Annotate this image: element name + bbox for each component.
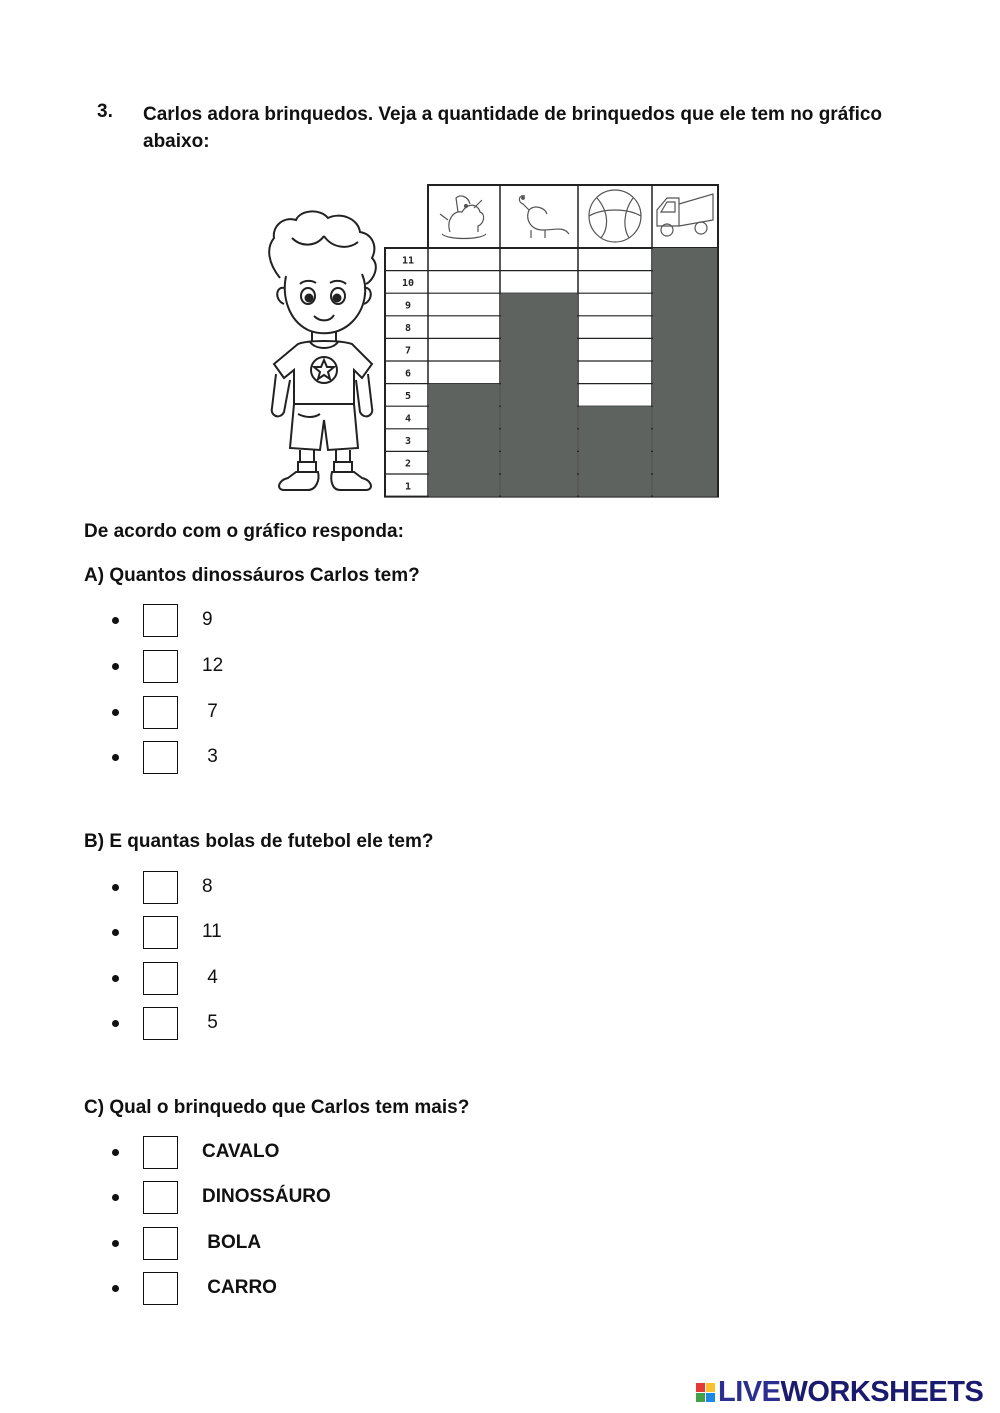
option-label: CAVALO — [202, 1141, 280, 1162]
answer-checkbox[interactable] — [143, 604, 178, 637]
option-label: 3 — [202, 746, 218, 767]
y-tick-label: 3 — [404, 436, 412, 448]
boy-illustration — [262, 208, 387, 498]
question-c-option — [112, 1179, 331, 1215]
bullet-icon — [112, 975, 119, 982]
bullet-icon — [112, 1194, 119, 1201]
logo-mark-icon — [696, 1383, 715, 1402]
question-a-heading: A) Quantos dinossáuros Carlos tem? — [84, 565, 420, 586]
option-label: 9 — [202, 609, 213, 630]
answer-checkbox[interactable] — [143, 871, 178, 904]
question-b-option — [112, 914, 222, 950]
bar-dinossáuro — [501, 293, 577, 496]
bar-bola — [579, 406, 651, 496]
answer-checkbox[interactable] — [143, 1272, 178, 1305]
option-label: CARRO — [202, 1277, 277, 1298]
question-text: Carlos adora brinquedos. Veja a quantidade de brinquedos que ele tem no gráfico abaixo: — [143, 104, 883, 152]
bullet-icon — [112, 1149, 119, 1156]
question-b-heading: B) E quantas bolas de futebol ele tem? — [84, 831, 434, 852]
logo-text-worksheets: WORKSHEETS — [780, 1376, 984, 1408]
option-label: 7 — [202, 701, 218, 722]
bar-carro — [653, 248, 717, 497]
y-tick-label: 6 — [404, 368, 412, 380]
question-a-option — [112, 648, 223, 684]
answer-checkbox[interactable] — [143, 696, 178, 729]
bullet-icon — [112, 1240, 119, 1247]
question-c-option — [112, 1225, 261, 1261]
y-tick-label: 11 — [401, 255, 415, 267]
option-label: 4 — [202, 967, 218, 988]
option-label: 5 — [202, 1012, 218, 1033]
answer-checkbox[interactable] — [143, 741, 178, 774]
question-a-option — [112, 602, 213, 638]
option-label: 8 — [202, 876, 213, 897]
y-tick-label: 2 — [404, 458, 412, 470]
question-c-option — [112, 1270, 277, 1306]
question-c-option — [112, 1134, 279, 1170]
bullet-icon — [112, 709, 119, 716]
answer-checkbox[interactable] — [143, 962, 178, 995]
logo-text-live: LIVE — [718, 1376, 781, 1408]
option-label: 11 — [202, 921, 222, 942]
y-tick-label: 8 — [404, 323, 412, 335]
bullet-icon — [112, 1285, 119, 1292]
bullet-icon — [112, 617, 119, 624]
question-a-option — [112, 739, 218, 775]
y-tick-label: 7 — [404, 345, 412, 357]
y-tick-label: 1 — [404, 481, 412, 493]
question-a-option — [112, 694, 218, 730]
question-b-option — [112, 960, 218, 996]
answer-checkbox[interactable] — [143, 1227, 178, 1260]
liveworksheets-logo — [696, 1376, 983, 1409]
answer-checkbox[interactable] — [143, 650, 178, 683]
bullet-icon — [112, 754, 119, 761]
bullet-icon — [112, 663, 119, 670]
y-tick-label: 10 — [401, 277, 415, 289]
question-number: 3. — [97, 101, 113, 122]
question-b-option — [112, 869, 213, 905]
bullet-icon — [112, 929, 119, 936]
answer-checkbox[interactable] — [143, 1007, 178, 1040]
y-tick-label: 5 — [404, 390, 412, 402]
answer-checkbox[interactable] — [143, 916, 178, 949]
toy-bar-chart — [384, 184, 724, 502]
option-label: 12 — [202, 655, 224, 676]
bullet-icon — [112, 1020, 119, 1027]
y-tick-label: 4 — [404, 413, 412, 425]
question-b-option — [112, 1005, 218, 1041]
option-label: DINOSSÁURO — [202, 1186, 331, 1207]
answer-checkbox[interactable] — [143, 1181, 178, 1214]
bullet-icon — [112, 884, 119, 891]
answer-checkbox[interactable] — [143, 1136, 178, 1169]
instructions-text: De acordo com o gráfico responda: — [84, 521, 404, 542]
bar-cavalo — [429, 384, 499, 497]
question-c-heading: C) Qual o brinquedo que Carlos tem mais? — [84, 1097, 470, 1118]
option-label: BOLA — [202, 1232, 262, 1253]
y-tick-label: 9 — [404, 300, 412, 312]
